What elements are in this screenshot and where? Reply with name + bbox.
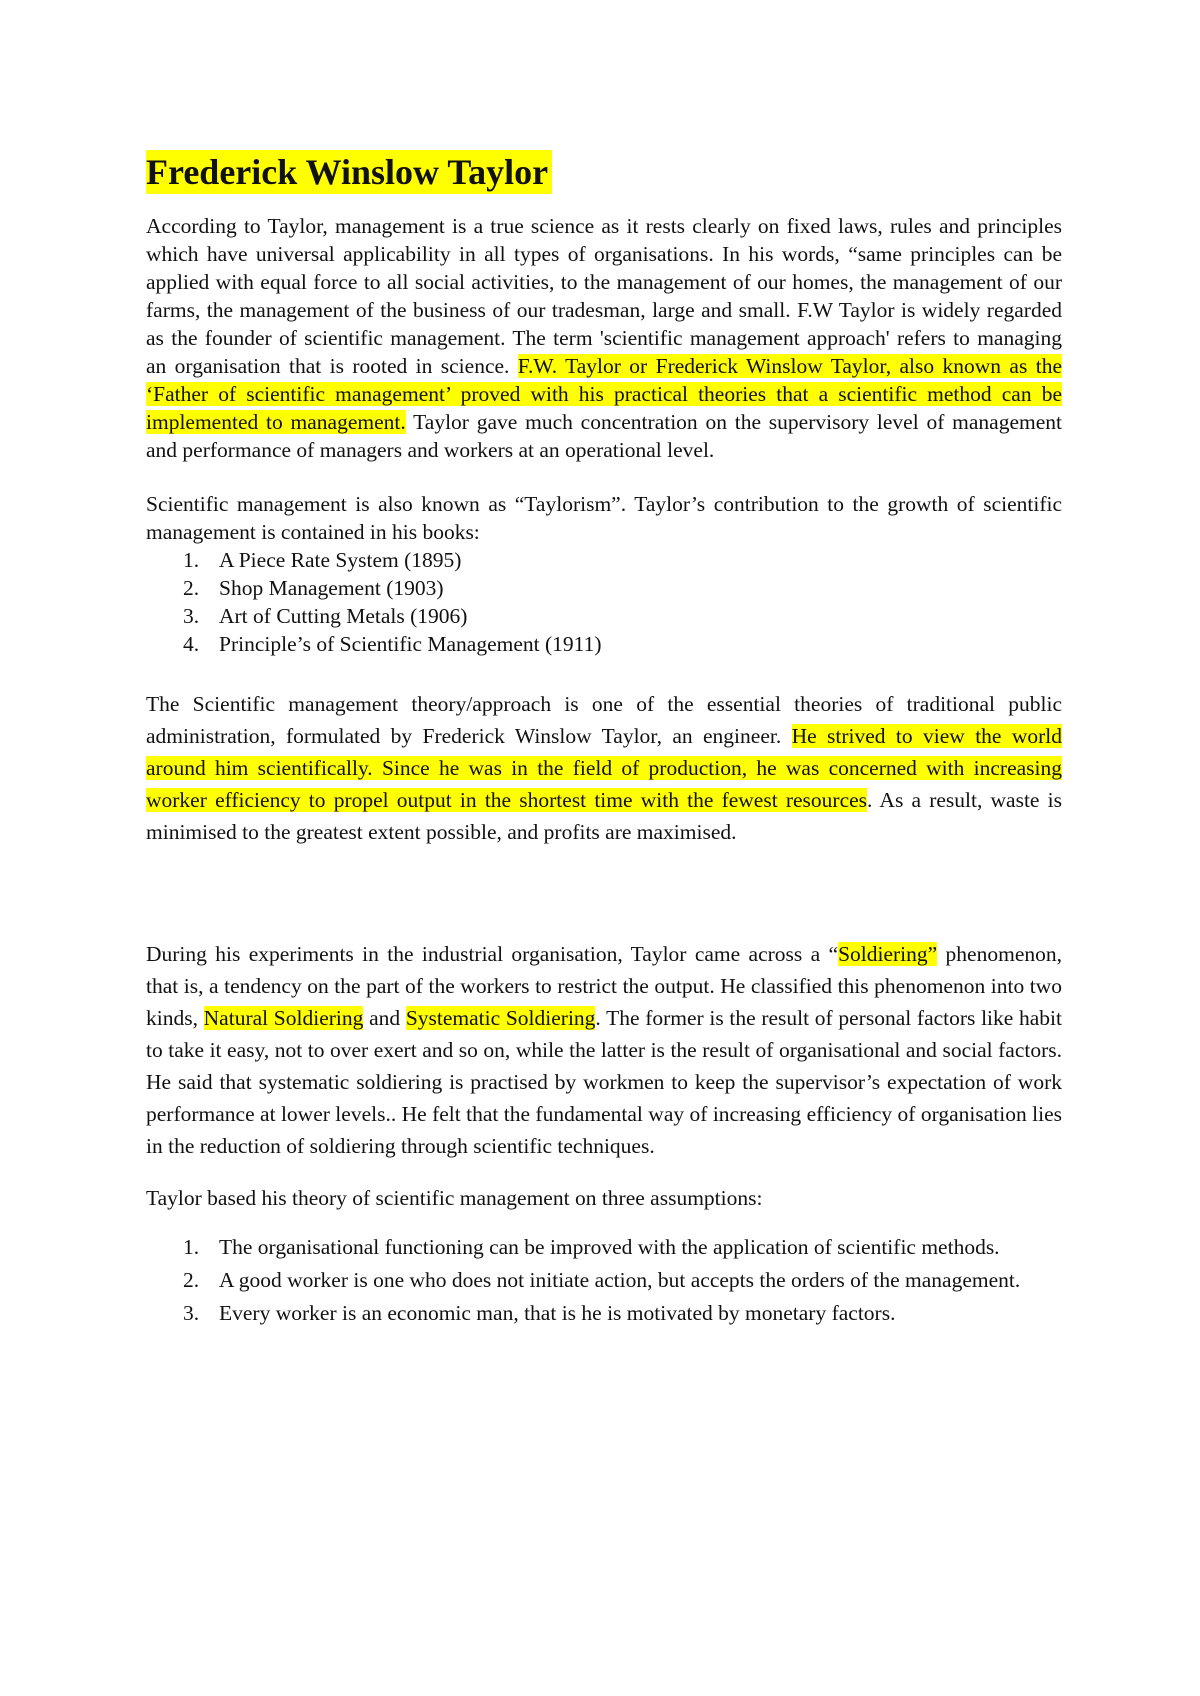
intro-paragraph <box>146 212 1062 464</box>
document-title: Frederick Winslow Taylor <box>146 150 552 194</box>
list-number: 3. <box>183 604 200 628</box>
document-page <box>146 150 1062 1331</box>
soldiering-text-a: During his experiments in the industrial organisation, Taylor came across a “ <box>146 942 839 966</box>
list-text: A good worker is one who does not initiate action, but accepts the orders of the management. <box>219 1268 1021 1292</box>
theory-paragraph <box>146 688 1062 848</box>
list-item <box>146 602 1062 630</box>
theory-text-b: . As a result, waste is minimised to the greatest extent possible, and profits are maximised. <box>146 788 1062 844</box>
soldiering-paragraph <box>146 938 1062 1162</box>
soldiering-text-c: and <box>363 1006 406 1030</box>
soldiering-highlight: Soldiering” <box>838 942 938 966</box>
natural-soldiering-highlight: Natural Soldiering <box>203 1006 364 1030</box>
intro-text-a: According to Taylor, management is a true science as it rests clearly on fixed laws, rules and principles which have universal applicability in all types of organisations. In his words, “same principles can be applied with equal force to all social activities, to the management of our homes, the management of our farms, the management of the business of our tradesman, large and small. F.W Taylor is widely regarded as the founder of scientific management. The term 'scientific management approach' refers to managing an organisation that is rooted in science. <box>146 214 1062 378</box>
list-number: 1. <box>183 548 200 572</box>
list-item <box>146 574 1062 602</box>
list-item <box>146 1298 1062 1328</box>
list-item <box>146 630 1062 658</box>
soldiering-text-d: . The former is the result of personal factors like habit to take it easy, not to over exert and so on, while the latter is the result of organisational and social factors. He said that systematic soldiering is practised by workmen to keep the supervisor’s expectation of work performance at lower levels.. He felt that the fundamental way of increasing efficiency of organisation lies in the reduction of soldiering through scientific techniques. <box>146 1006 1062 1158</box>
list-text: A Piece Rate System (1895) <box>219 548 462 572</box>
assumptions-list <box>146 1232 1062 1328</box>
taylorism-paragraph: Scientific management is also known as “Taylorism”. Taylor’s contribution to the growth of scientific management is contained in his books: <box>146 492 1062 544</box>
list-number: 2. <box>183 576 200 600</box>
books-list <box>146 546 1062 658</box>
intro-text-b: Taylor gave much concentration on the supervisory level of management and performance of managers and workers at an operational level. <box>146 410 1063 462</box>
systematic-soldiering-highlight: Systematic Soldiering <box>405 1006 596 1030</box>
list-number: 3. <box>183 1301 200 1325</box>
theory-highlight: He strived to view the world around him scientifically. Since he was in the field of production, he was concerned with increasing worker efficiency to propel output in the shortest time with the fewest resources <box>146 724 1062 812</box>
list-text: Shop Management (1903) <box>219 576 444 600</box>
intro-highlight: F.W. Taylor or Frederick Winslow Taylor, also known as the ‘Father of scientific management’ proved with his practical theories that a scientific method can be implemented to management. <box>146 354 1062 434</box>
assumptions-intro: Taylor based his theory of scientific management on three assumptions: <box>146 1186 763 1210</box>
list-number: 1. <box>183 1235 200 1259</box>
theory-text-a: The Scientific management theory/approach is one of the essential theories of traditional public administration, formulated by Frederick Winslow Taylor, an engineer. <box>146 692 1062 748</box>
list-item <box>146 1232 1062 1262</box>
list-item <box>146 1265 1062 1295</box>
list-text: The organisational functioning can be improved with the application of scientific methods. <box>219 1235 1000 1259</box>
soldiering-text-b: phenomenon, that is, a tendency on the part of the workers to restrict the output. He classified this phenomenon into two kinds, <box>146 942 1062 1030</box>
list-text: Every worker is an economic man, that is he is motivated by monetary factors. <box>219 1301 896 1325</box>
list-number: 2. <box>183 1268 200 1292</box>
list-text: Art of Cutting Metals (1906) <box>219 604 468 628</box>
list-number: 4. <box>183 632 200 656</box>
list-text: Principle’s of Scientific Management (1911) <box>219 632 602 656</box>
list-item <box>146 546 1062 574</box>
